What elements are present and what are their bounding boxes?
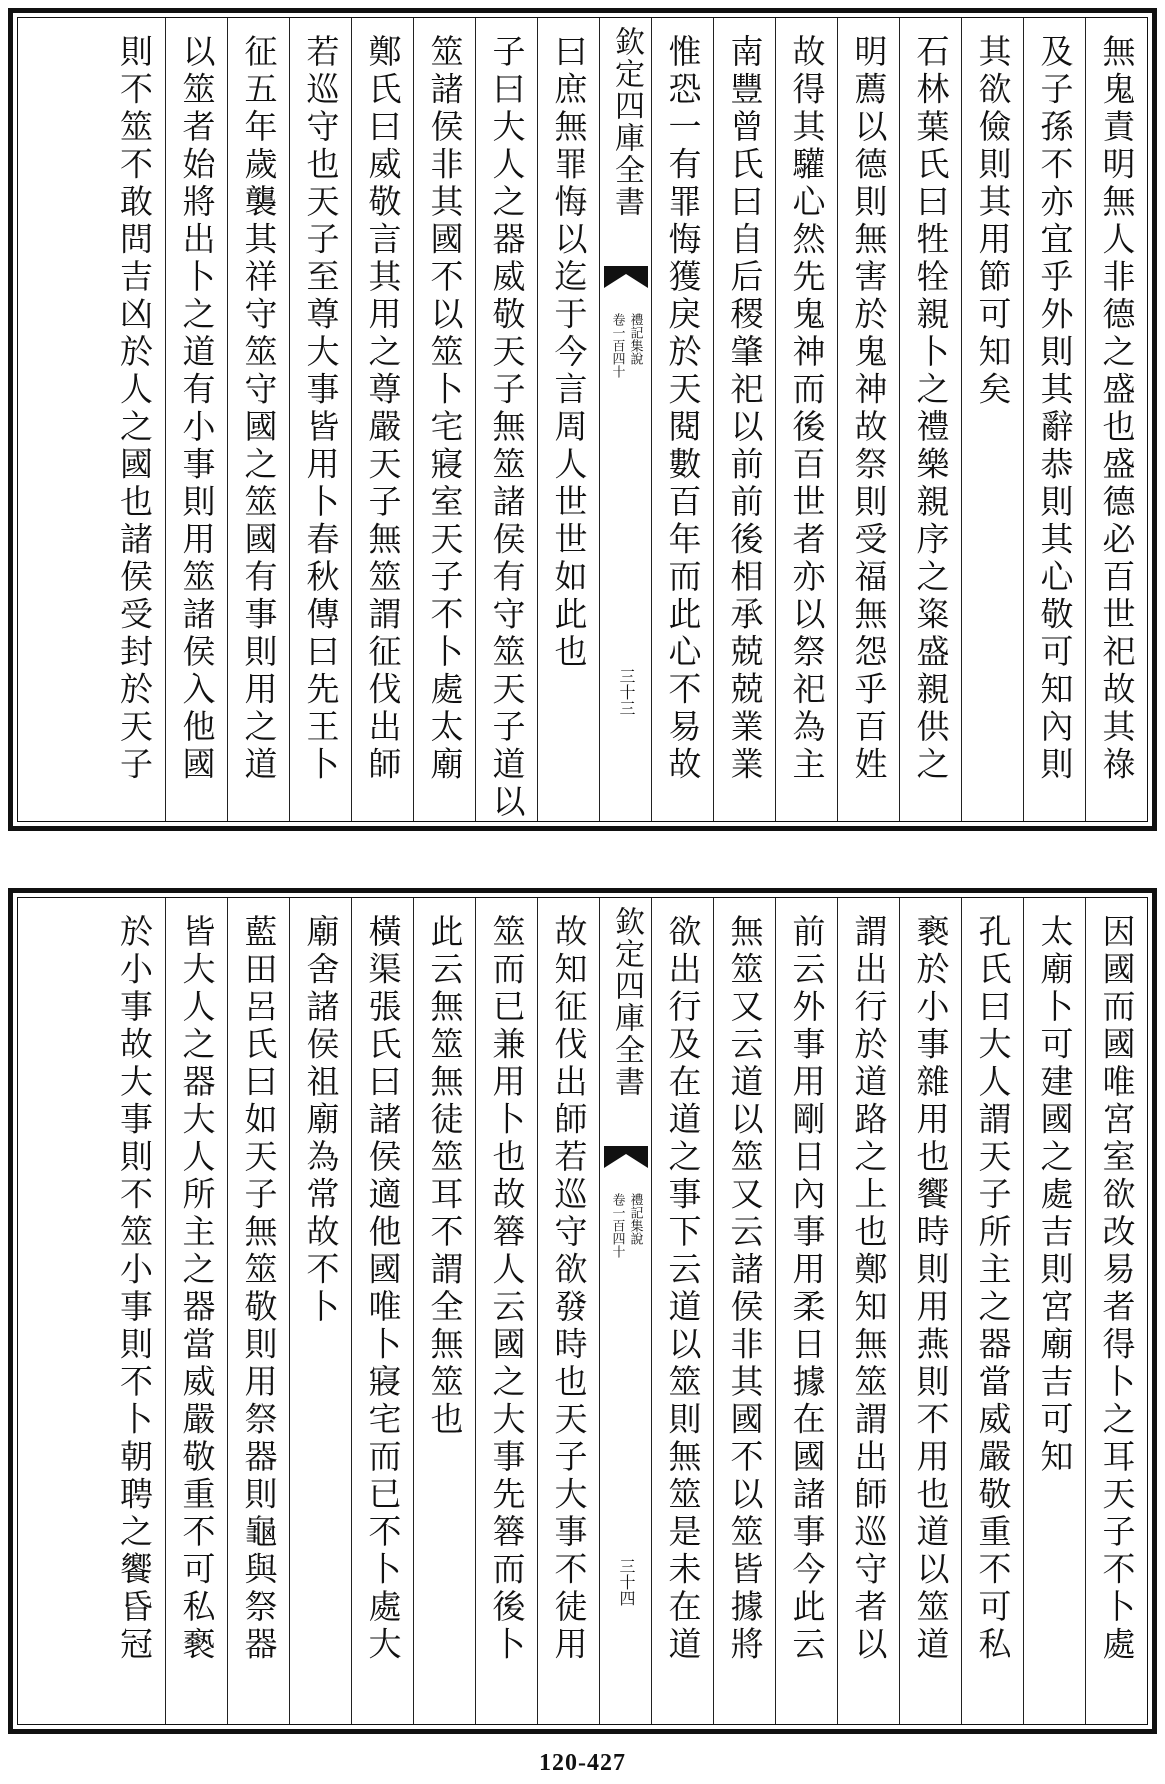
column-text: 欲出行及在道之事下云道以筮則無筮是未在道 bbox=[663, 914, 703, 1664]
top-page-columns bbox=[18, 18, 1147, 821]
column-text: 筮諸侯非其國不以筮卜宅寢室天子不卜處太廟 bbox=[425, 34, 465, 784]
text-column bbox=[713, 18, 775, 821]
column-text: 藍田呂氏曰如天子無筮敬則用祭器則龜與祭器 bbox=[239, 914, 279, 1664]
column-text: 石林葉氏曰牲牷親卜之禮樂親序之粢盛親供之 bbox=[911, 34, 951, 784]
column-text: 以筮者始將出卜之道有小事則用筮諸侯入他國 bbox=[177, 34, 217, 784]
text-column bbox=[103, 18, 165, 821]
fish-tail-icon bbox=[604, 266, 648, 288]
text-column bbox=[713, 898, 775, 1724]
text-column bbox=[1023, 898, 1085, 1724]
bottom-page-panel bbox=[8, 888, 1157, 1734]
text-column bbox=[899, 18, 961, 821]
column-text: 廟舍諸侯祖廟為常故不卜 bbox=[301, 914, 341, 1327]
column-text: 惟恐一有罪悔獲戾於天閱數百年而此心不易故 bbox=[663, 34, 703, 784]
text-column bbox=[227, 898, 289, 1724]
text-column bbox=[475, 18, 537, 821]
text-column bbox=[837, 898, 899, 1724]
volume-number: 卷一百四十 bbox=[609, 313, 625, 378]
column-text: 征五年歲襲其祥守筮守國之筮國有事則用之道 bbox=[239, 34, 279, 784]
text-column bbox=[837, 18, 899, 821]
column-text: 無鬼責明無人非德之盛也盛德必百世祀故其祿 bbox=[1097, 34, 1137, 784]
column-text: 則不筮不敢問吉凶於人之國也諸侯受封於天子 bbox=[115, 34, 154, 784]
column-text: 子曰大人之器威敬天子無筮諸侯有守筮天子道以 bbox=[487, 34, 527, 822]
text-column bbox=[651, 898, 713, 1724]
text-column bbox=[1085, 898, 1147, 1724]
book-header-title: 欽定四庫全書 bbox=[609, 906, 644, 1098]
book-header-title: 欽定四庫全書 bbox=[609, 26, 644, 218]
text-column bbox=[775, 18, 837, 821]
text-column bbox=[351, 898, 413, 1724]
text-column bbox=[1085, 18, 1147, 821]
page-number: 三十三 bbox=[617, 668, 636, 716]
column-text: 橫渠張氏曰諸侯適他國唯卜寢宅而已不卜處大 bbox=[363, 914, 403, 1664]
column-text: 皆大人之器大人所主之器當威嚴敬重不可私褻 bbox=[177, 914, 217, 1664]
text-column bbox=[537, 898, 599, 1724]
column-text: 明薦以德則無害於鬼神故祭則受福無怨乎百姓 bbox=[849, 34, 889, 784]
column-text: 故得其驩心然先鬼神而後百世者亦以祭祀為主 bbox=[787, 34, 827, 784]
text-column bbox=[413, 18, 475, 821]
book-subtitle bbox=[600, 313, 651, 378]
book-subtitle bbox=[600, 1193, 651, 1258]
text-column bbox=[475, 898, 537, 1724]
column-text: 及子孫不亦宜乎外則其辭恭則其心敬可知內則 bbox=[1035, 34, 1075, 784]
text-column bbox=[651, 18, 713, 821]
page-reference: 120-427 bbox=[539, 1750, 626, 1776]
text-column bbox=[775, 898, 837, 1724]
text-column bbox=[227, 18, 289, 821]
column-text: 謂出行於道路之上也鄭知無筮謂出師巡守者以 bbox=[849, 914, 889, 1664]
column-text: 若巡守也天子至尊大事皆用卜春秋傳曰先王卜 bbox=[301, 34, 341, 784]
text-column bbox=[413, 898, 475, 1724]
column-text: 前云外事用剛日內事用柔日據在國諸事今此云 bbox=[787, 914, 827, 1664]
text-column bbox=[289, 898, 351, 1724]
column-text: 曰庶無罪悔以迄于今言周人世世如此也 bbox=[549, 34, 589, 672]
column-text: 筮而已兼用卜也故簭人云國之大事先簭而後卜 bbox=[487, 914, 527, 1664]
fish-tail-icon bbox=[604, 1146, 648, 1168]
text-column bbox=[289, 18, 351, 821]
column-text: 其欲儉則其用節可知矣 bbox=[973, 34, 1013, 409]
column-text: 無筮又云道以筮又云諸侯非其國不以筮皆據將 bbox=[725, 914, 765, 1664]
center-fold-column bbox=[599, 18, 651, 821]
page-number: 三十四 bbox=[617, 1558, 636, 1606]
volume-number: 卷一百四十 bbox=[609, 1193, 625, 1258]
bottom-page-columns bbox=[18, 898, 1147, 1724]
column-text: 因國而國唯宮室欲改易者得卜之耳天子不卜處 bbox=[1097, 914, 1137, 1664]
text-column bbox=[537, 18, 599, 821]
column-text: 此云無筮無徒筮耳不謂全無筮也 bbox=[425, 914, 465, 1439]
column-text: 於小事故大事則不筮小事則不卜朝聘之饗昏冠 bbox=[115, 914, 154, 1664]
text-column bbox=[351, 18, 413, 821]
book-title: 禮記集說 bbox=[627, 313, 643, 365]
center-fold-column bbox=[599, 898, 651, 1724]
column-text: 故知征伐出師若巡守欲發時也天子大事不徒用 bbox=[549, 914, 589, 1664]
text-column bbox=[961, 898, 1023, 1724]
text-column bbox=[103, 898, 165, 1724]
text-column bbox=[899, 898, 961, 1724]
column-text: 孔氏曰大人謂天子所主之器當威嚴敬重不可私 bbox=[973, 914, 1013, 1664]
book-title: 禮記集說 bbox=[627, 1193, 643, 1245]
text-column bbox=[961, 18, 1023, 821]
top-page-panel bbox=[8, 8, 1157, 831]
column-text: 太廟卜可建國之處吉則宮廟吉可知 bbox=[1035, 914, 1075, 1477]
column-text: 南豐曾氏曰自后稷肇祀以前前後相承兢兢業業 bbox=[725, 34, 765, 784]
text-column bbox=[1023, 18, 1085, 821]
column-text: 褻於小事雜用也饗時則用燕則不用也道以筮道 bbox=[911, 914, 951, 1664]
text-column bbox=[165, 18, 227, 821]
text-column bbox=[165, 898, 227, 1724]
column-text: 鄭氏曰威敬言其用之尊嚴天子無筮謂征伐出師 bbox=[363, 34, 403, 784]
